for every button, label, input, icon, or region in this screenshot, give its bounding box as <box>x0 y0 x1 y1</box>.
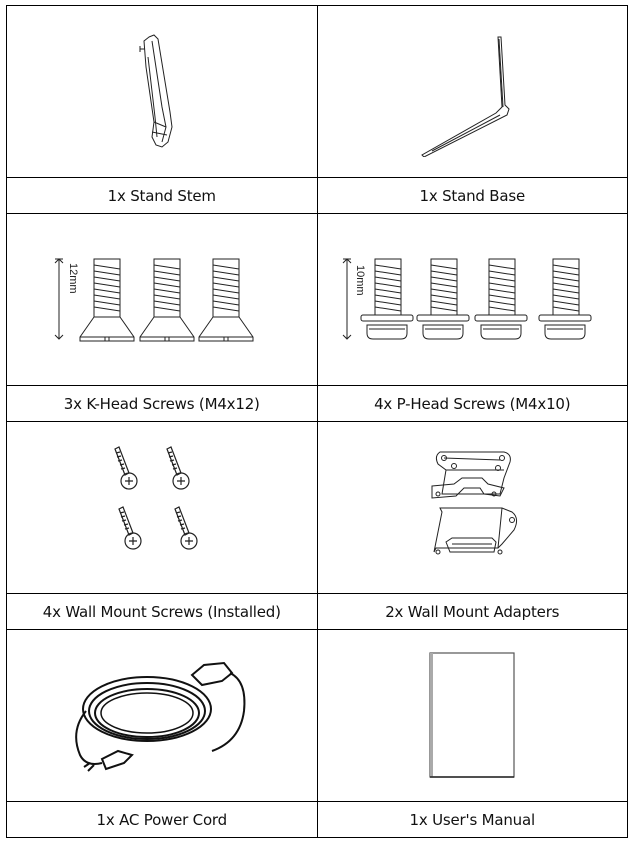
k-head-screws-image-cell <box>7 214 318 386</box>
item-label: 4x Wall Mount Screws (Installed) <box>7 594 318 630</box>
item-label: 1x AC Power Cord <box>7 802 318 838</box>
wall-mount-adapter-icon <box>412 448 532 568</box>
power-cord-icon <box>62 651 262 781</box>
image-row <box>7 6 628 178</box>
wall-mount-adapters-image-cell <box>317 422 628 594</box>
label-row <box>7 386 628 422</box>
image-row <box>7 214 628 386</box>
wall-mount-screw-icon <box>107 443 217 573</box>
ac-power-cord-image-cell <box>7 630 318 802</box>
manual-icon <box>427 651 517 781</box>
users-manual-image-cell <box>317 630 628 802</box>
package-contents-table <box>6 5 628 838</box>
p-head-screw-icon <box>337 255 607 345</box>
stand-base-image-cell <box>317 6 628 178</box>
k-head-screw-icon <box>42 255 282 345</box>
item-label: 4x P-Head Screws (M4x10) <box>317 386 628 422</box>
item-label: 1x Stand Stem <box>7 178 318 214</box>
item-label: 3x K-Head Screws (M4x12) <box>7 386 318 422</box>
svg-text:10mm: 10mm <box>354 264 367 296</box>
svg-text:12mm: 12mm <box>66 262 79 294</box>
p-head-screws-image-cell <box>317 214 628 386</box>
wall-mount-screws-image-cell <box>7 422 318 594</box>
item-label: 1x User's Manual <box>317 802 628 838</box>
stand-stem-image-cell <box>7 6 318 178</box>
label-row <box>7 594 628 630</box>
image-row <box>7 630 628 802</box>
label-row <box>7 802 628 838</box>
image-row <box>7 422 628 594</box>
stand-stem-icon <box>122 27 202 157</box>
item-label: 1x Stand Base <box>317 178 628 214</box>
label-row <box>7 178 628 214</box>
stand-base-icon <box>412 27 532 157</box>
item-label: 2x Wall Mount Adapters <box>317 594 628 630</box>
